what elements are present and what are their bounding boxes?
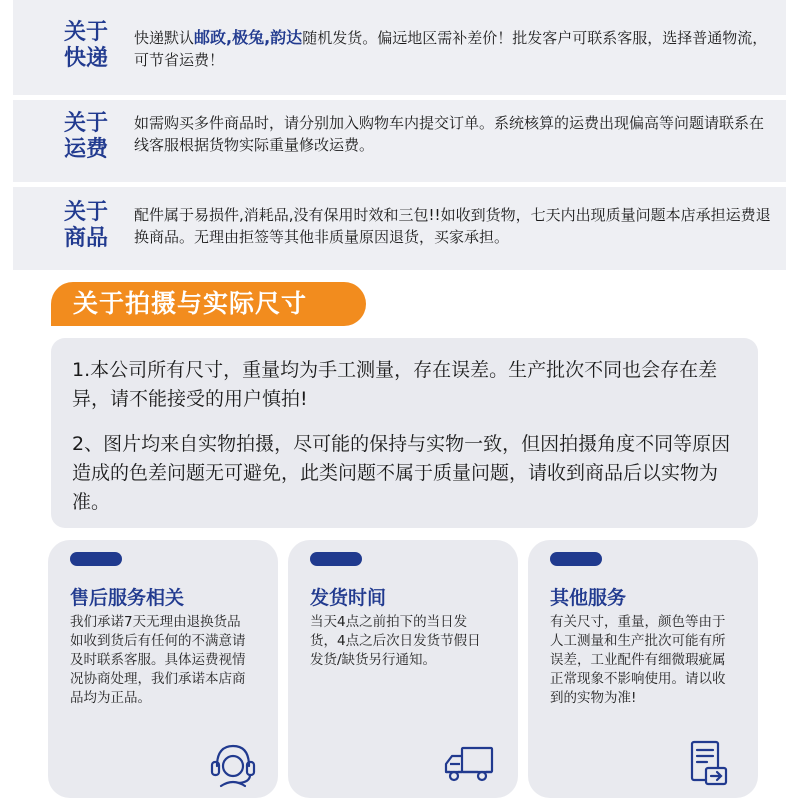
headset-icon [205,738,261,788]
row-label: 关于商品 [63,200,108,251]
text-segment: 如需购买多件商品时，请分别加入购物车内提交订单。系统核算的运费出现偏高等问题请联系在线客服根据货物实际重量修改运费。 [134,114,765,154]
row-text [134,27,772,71]
document-icon [680,738,736,788]
notice-paragraph-1: 1.本公司所有尺寸，重量均为手工测量，存在误差。生产批次不同也会存在差异，请不能接受的用户慎拍! [72,359,718,410]
row-label: 关于运费 [63,111,108,162]
card-pill [310,552,362,566]
card-title: 发货时间 [310,587,387,609]
card-other-services [528,540,758,798]
card-pill [550,552,602,566]
row-text [134,204,772,248]
notice-paragraph-2: 2、图片均来自实物拍摄，尽可能的保持与实物一致，但因拍摄角度不同等原因造成的色差问题无可避免，此类问题不属于质量问题，请收到商品后以实物为准。 [72,433,731,513]
card-pill [70,552,122,566]
highlighted-text: 邮政,极兔,韵达 [194,28,303,47]
card-description: 有关尺寸，重量，颜色等由于人工测量和生产批次可能有所误差，工业配件有细微瑕疵属正常现象不影响使用。请以收到的实物为准! [550,614,726,706]
info-row-goods [13,187,786,270]
text-segment: 配件属于易损件,消耗品,没有保用时效和三包!!如收到货物，七天内出现质量问题本店承担运费退换商品。无理由拒签等其他非质量原因退货，买家承担。 [134,206,771,246]
card-title: 售后服务相关 [70,587,185,609]
section-tab-title: 关于拍摄与实际尺寸 [51,282,366,326]
card-title: 其他服务 [550,587,627,609]
text-segment: 随机发货。偏远地区需补差价！批发客户可联系客服，选择普通物流，可节省运费！ [134,29,768,69]
truck-icon [442,738,498,788]
card-description: 当天4点之前拍下的当日发货，4点之后次日发货节假日发货/缺货另行通知。 [310,614,481,668]
card-shipping-time [288,540,518,798]
text-segment: 快递默认 [134,29,195,47]
row-text [134,112,772,156]
info-row-shipping-fee [13,100,786,182]
photo-notice-panel [51,338,758,528]
info-row-delivery [13,0,786,95]
card-description: 我们承诺7天无理由退换货品如收到货后有任何的不满意请及时联系客服。具体运费视情况协商处理，我们承诺本店商品均为正品。 [70,614,246,706]
card-after-sales [48,540,278,798]
row-label: 关于快递 [63,20,108,71]
